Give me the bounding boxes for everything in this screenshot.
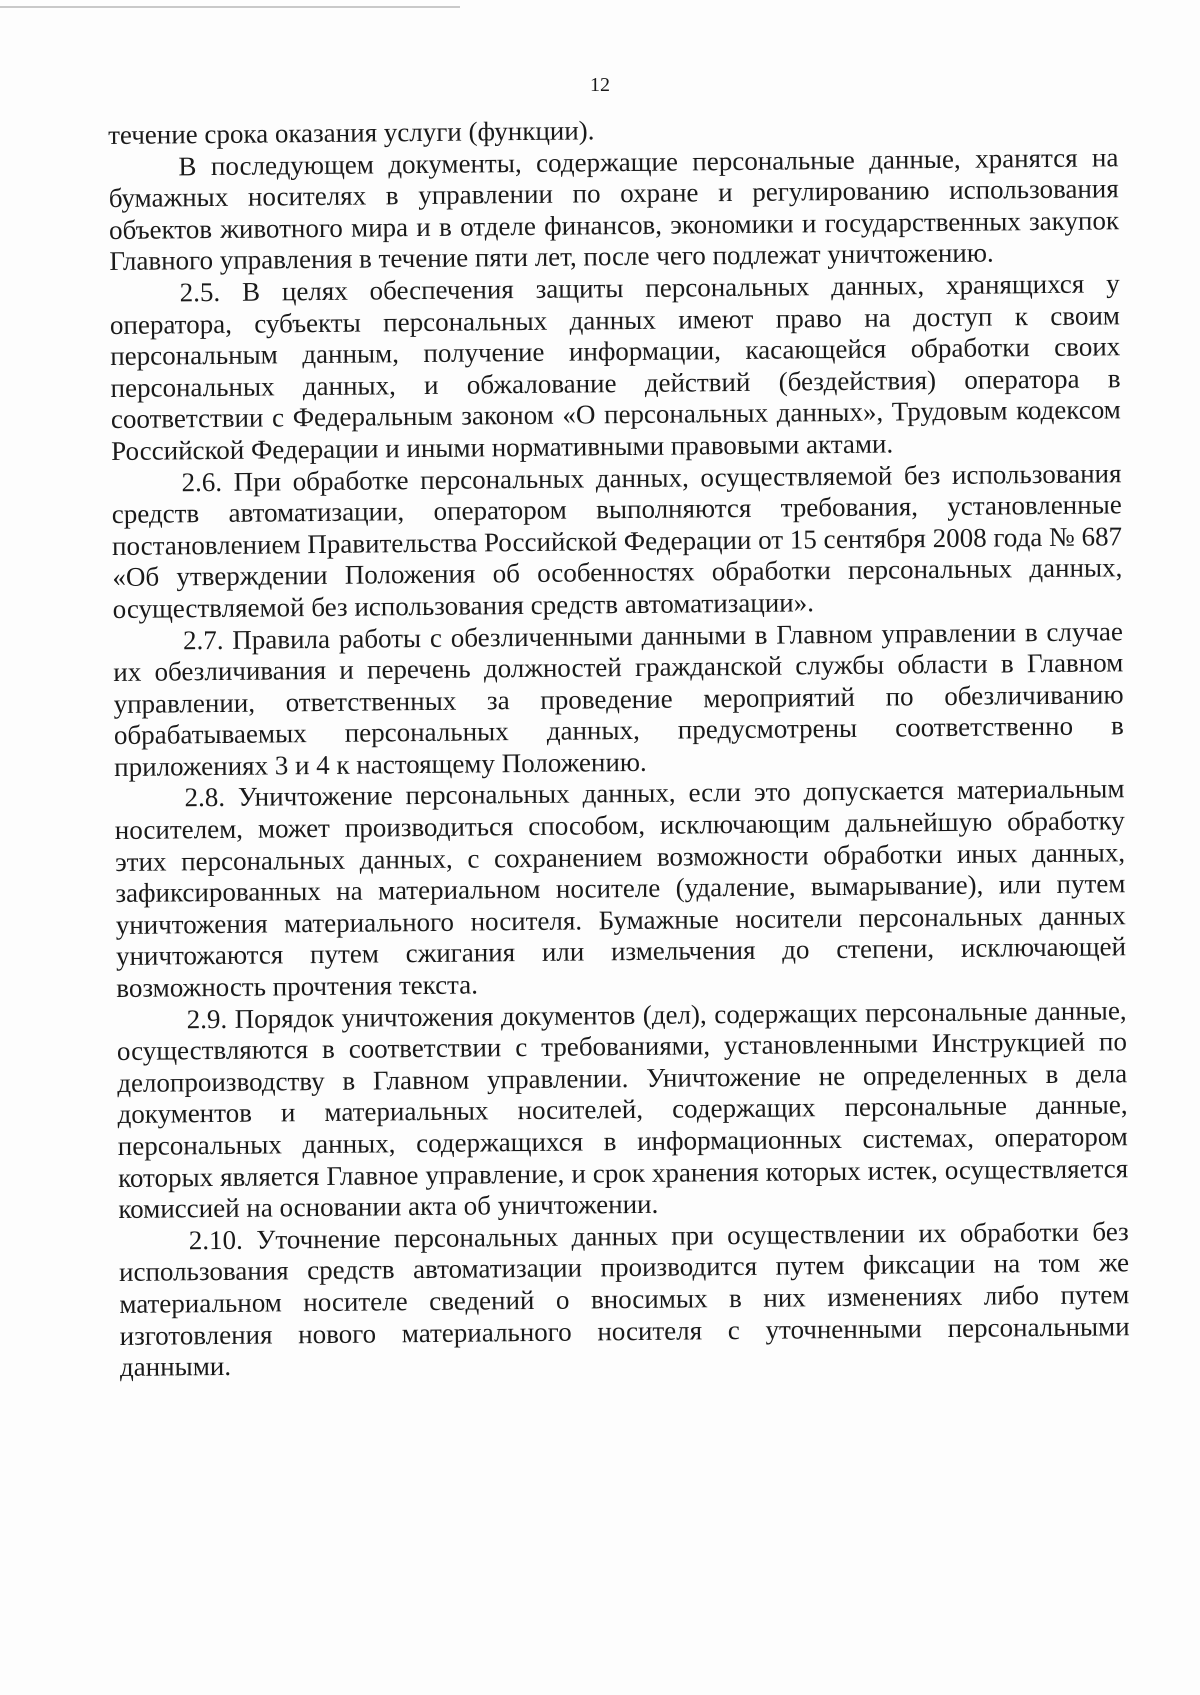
paragraph-continuation: течение срока оказания услуги (функции). [108,115,595,150]
paragraph-2-9: 2.9. Порядок уничтожения документов (дел), содержащих персональные данные, осуществляются в соответствии с требованиями, установленными Инструкцией по делопроизводству в Главном управлении. Уничтожение не определенных в дела документов и материальных носителей, содержащих персональные данные, персональных данных, содержащихся в информационных системах, оператором которых является Главное управление, и срок хранения которых истек, осуществляется комиссией на основании акта об уничтожении. [116,994,1129,1225]
paragraph-2-7: 2.7. Правила работы с обезличенными данными в Главном управлении в случае их обезличивания и перечень должностей гражданской службы области в Главном управлении, ответственных за проведение мероприятий по обезличиванию обрабатываемых персональных данных, предусмотрены соответственно в приложениях 3 и 4 к настоящему Положению. [113,615,1125,782]
paragraph-storage: В последующем документы, содержащие персональные данные, хранятся на бумажных носителях в управлении по охране и регулированию использования объектов животного мира и в отделе финансов, экономики и государственных закупок Главного управления в течение пяти лет, после чего подлежат уничтожению. [108,141,1120,277]
paragraph-2-10: 2.10. Уточнение персональных данных при осуществлении их обработки без использования средств автоматизации производится путем фиксации на том же материальном носителе сведений о вносимых в них изменениях либо путем изготовления нового материального носителя с уточненными персональными данными. [118,1216,1130,1383]
document-body [108,110,1130,1383]
paragraph-2-6: 2.6. При обработке персональных данных, осуществляемой без использования средств автоматизации, оператором выполняются требования, установленные постановлением Правительства Российской Федерации от 15 сентября 2008 года № 687 «Об утверждении Положения об особенностях обработки персональных данных, осуществляемой без использования средств автоматизации». [111,457,1123,624]
paragraph-2-5: 2.5. В целях обеспечения защиты персональных данных, хранящихся у оператора, субъекты персональных данных имеют право на доступ к своим персональным данным, получение информации, касающейся обработки своих персональных данных, и обжалование действий (бездействия) оператора в соответствии с Федеральным законом «О персональных данных», Трудовым кодексом Российской Федерации и иными нормативными правовыми актами. [109,268,1121,466]
page-number: 12 [590,74,610,96]
paragraph-2-8: 2.8. Уничтожение персональных данных, если это допускается материальным носителем, может производиться способом, исключающим дальнейшую обработку этих персональных данных, с сохранением возможности обработки иных данных, зафиксированных на материальном носителе (удаление, вымарывание), или путем уничтожения материального носителя. Бумажные носители персональных данных уничтожаются путем сжигания или измельчения до степени, исключающей возможность прочтения текста. [114,773,1127,1003]
scan-edge-line [0,6,460,8]
